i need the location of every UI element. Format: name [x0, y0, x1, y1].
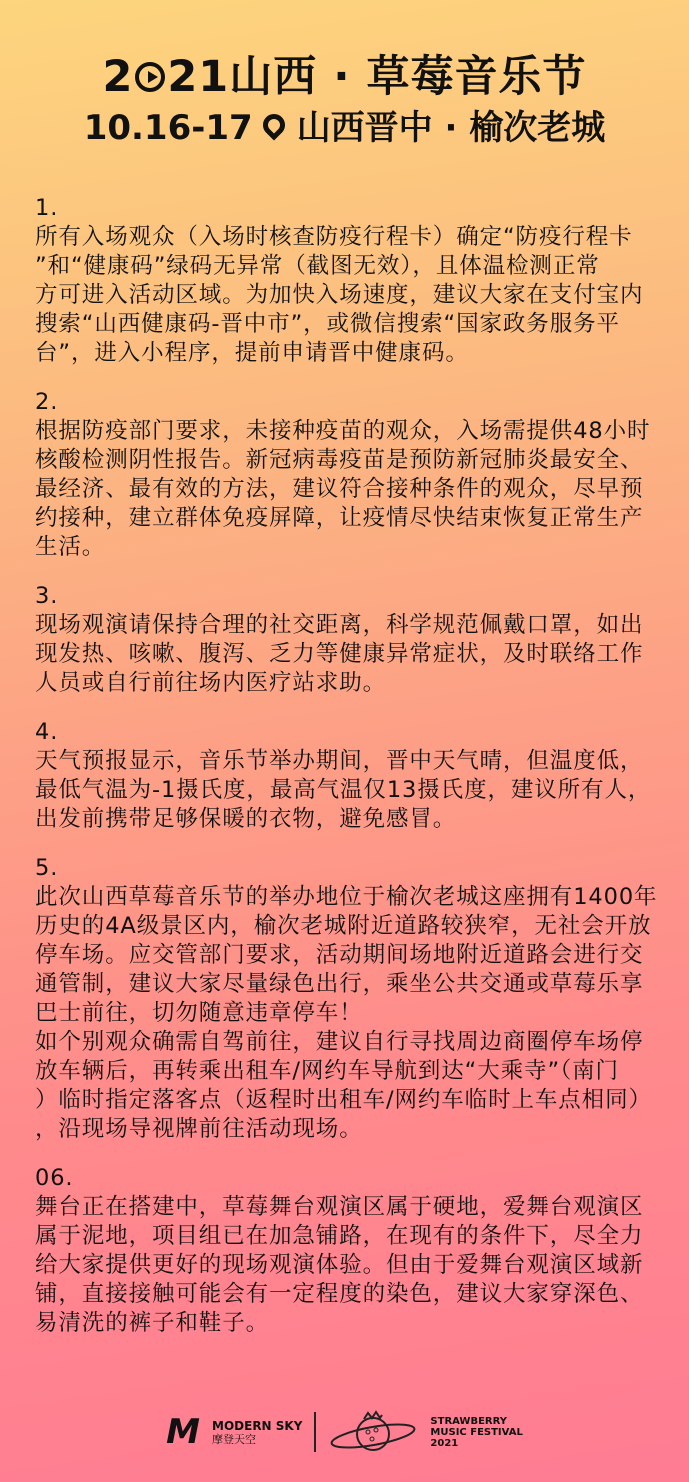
- footer: [0, 1410, 689, 1454]
- section-text-line: 天气预报显示，音乐节举办期间，晋中天气晴，但温度低，: [35, 748, 644, 774]
- sf-line1: STRAWBERRY: [430, 1415, 508, 1427]
- section-text-line: 铺，直接接触可能会有一定程度的染色，建议大家穿深色、: [35, 1281, 644, 1307]
- sf-line3: 2021: [430, 1437, 459, 1449]
- modern-sky-logo-icon: M: [166, 1412, 201, 1452]
- location-pin-icon: [258, 109, 289, 140]
- section-text-line: ，沿现场导视牌前往活动现场。: [35, 1116, 363, 1142]
- section-text-line: 所有入场观众（入场时核查防疫行程卡）确定“防疫行程卡: [35, 224, 633, 250]
- section-text-line: 生活。: [35, 534, 106, 560]
- section-text-line: 最经济、最有效的方法，建议符合接种条件的观众，尽早预: [35, 476, 644, 502]
- section-text-line: 出发前携带足够保暖的衣物，避免感冒。: [35, 806, 457, 832]
- section-text-line: 现发热、咳嗽、腹泻、乏力等健康异常症状，及时联络工作: [35, 641, 644, 667]
- section-text-line: 如个别观众确需自驾前往，建议自行寻找周边商圈停车场停: [35, 1029, 644, 1055]
- play-cycle-icon: [135, 62, 165, 92]
- section-text-line: 根据防疫部门要求，未接种疫苗的观众，入场需提供48小时: [35, 418, 651, 444]
- section-text-line: 此次山西草莓音乐节的举办地位于榆次老城这座拥有1400年: [35, 884, 658, 910]
- section-number: 1.: [35, 195, 59, 221]
- section-text-line: 历史的4A级景区内，榆次老城附近道路较狭窄，无社会开放: [35, 913, 652, 939]
- notice-section: [35, 854, 665, 1144]
- strawberry-festival-brand: [430, 1416, 522, 1449]
- modern-sky-zh: 摩登天空: [212, 1432, 257, 1446]
- section-text-line: 通管制，建议大家尽量绿色出行，乘坐公共交通或草莓乐享: [35, 971, 644, 997]
- section-text-line: 方可进入活动区域。为加快入场速度，建议大家在支付宝内: [35, 282, 644, 308]
- modern-sky-brand: [212, 1419, 302, 1446]
- section-text-line: ）临时指定落客点（返程时出租车/网约车临时上车点相同）: [35, 1087, 652, 1113]
- notice-section: [35, 194, 665, 368]
- event-date: 10.16-17: [83, 108, 253, 148]
- section-text-line: 停车场。应交管部门要求，活动期间场地附近道路会进行交: [35, 942, 644, 968]
- section-text-line: 放车辆后，再转乘出租车/网约车导航到达“大乘寺”（南门: [35, 1058, 619, 1084]
- notice-section: [35, 388, 665, 562]
- section-number: 4.: [35, 719, 59, 745]
- section-text-line: 现场观演请保持合理的社交距离，科学规范佩戴口罩，如出: [35, 612, 644, 638]
- section-text-line: 核酸检测阴性报告。新冠病毒疫苗是预防新冠肺炎最安全、: [35, 447, 644, 473]
- modern-sky-en: MODERN SKY: [212, 1418, 303, 1433]
- sf-line2: MUSIC FESTIVAL: [430, 1426, 523, 1438]
- notice-content: [35, 194, 665, 1358]
- section-text-line: 易清洗的裤子和鞋子。: [35, 1310, 270, 1336]
- section-text-line: 最低气温为-1摄氏度，最高气温仅13摄氏度，建议所有人，: [35, 777, 652, 803]
- event-location: 山西晋中 · 榆次老城: [296, 108, 606, 148]
- subtitle: [0, 106, 689, 150]
- section-text-line: 巴士前往，切勿随意违章停车！: [35, 1000, 363, 1026]
- section-text-line: 台”，进入小程序，提前申请晋中健康码。: [35, 340, 469, 366]
- notice-section: [35, 1164, 665, 1338]
- section-number: 06.: [35, 1165, 74, 1191]
- section-number: 2.: [35, 389, 59, 415]
- section-number: 3.: [35, 583, 59, 609]
- section-text-line: 舞台正在搭建中，草莓舞台观演区属于硬地，爱舞台观演区: [35, 1194, 644, 1220]
- divider: [314, 1412, 316, 1452]
- section-text-line: 人员或自行前往场内医疗站求助。: [35, 670, 387, 696]
- strawberry-planet-icon: [328, 1410, 418, 1454]
- section-text-line: 约接种，建立群体免疫屏障，让疫情尽快结束恢复正常生产: [35, 505, 644, 531]
- section-number: 5.: [35, 855, 59, 881]
- notice-section: [35, 582, 665, 698]
- section-text-line: ”和“健康码”绿码无异常（截图无效），且体温检测正常: [35, 253, 600, 279]
- section-text-line: 搜索“山西健康码-晋中市”，或微信搜索“国家政务服务平: [35, 311, 620, 337]
- header: [0, 52, 689, 150]
- section-text-line: 给大家提供更好的现场观演体验。但由于爱舞台观演区域新: [35, 1252, 644, 1278]
- title-suffix: 21山西 · 草莓音乐节: [167, 52, 587, 102]
- notice-section: [35, 718, 665, 834]
- title: [0, 52, 689, 102]
- section-text-line: 属于泥地，项目组已在加急铺路，在现有的条件下，尽全力: [35, 1223, 644, 1249]
- title-prefix: 2: [102, 52, 134, 102]
